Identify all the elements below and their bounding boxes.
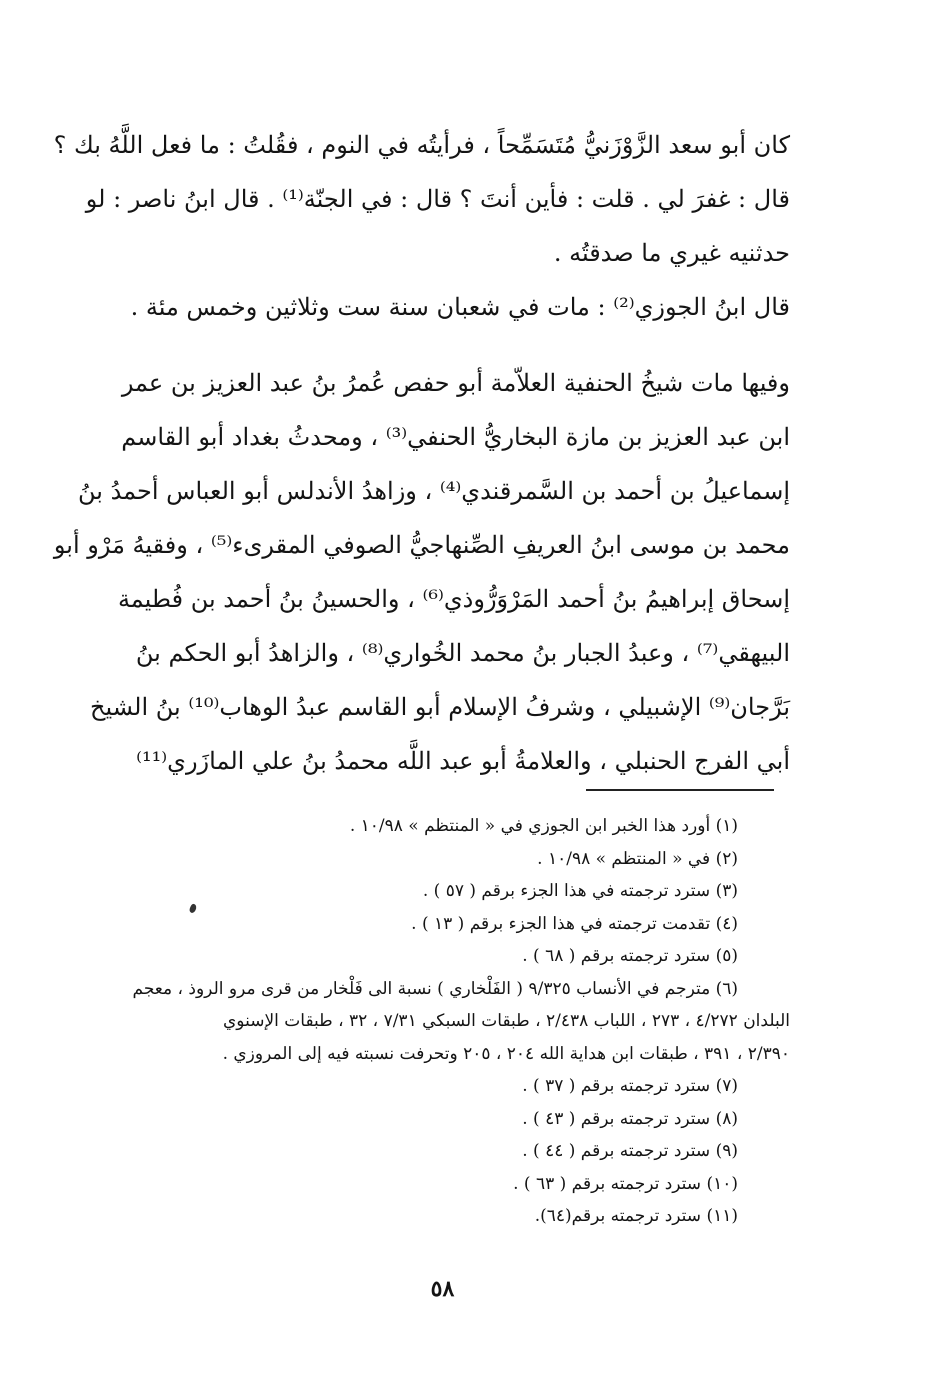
footnote-5	[150, 940, 790, 973]
text-line: حدثنيه غيري ما صدقتُه .	[553, 239, 790, 267]
footnote-text: (٤) تقدمت ترجمته في هذا الجزء برقم ( ١٣ ) .	[411, 913, 738, 934]
footnote-7	[150, 1070, 790, 1103]
footnote-1	[150, 810, 790, 843]
footnote-text: (١) أورد هذا الخبر ابن الجوزي في « المنتظم » ١٠/٩٨ .	[349, 816, 738, 836]
footnote-3	[150, 875, 790, 908]
text-line: البيهقي⁽⁷⁾ ، وعبدُ الجبار بنُ محمد الخُواري⁽⁸⁾ ، والزاهدُ أبو الحكم بنُ	[135, 639, 790, 667]
text-line: أبي الفرج الحنبلي ، والعلامةُ أبو عبد اللَّه محمدُ بنُ علي المازَري⁽¹¹⁾	[136, 747, 790, 775]
footnote-text: (٩) سترد ترجمته برقم ( ٤٤ ) .	[522, 1141, 738, 1161]
footnote-text: (١٠) سترد ترجمته برقم ( ٦٣ ) .	[513, 1173, 738, 1194]
text-line: قال : غفرَ لي . قلت : فأين أنتَ ؟ قال : في الجنّة⁽¹⁾ . قال ابنُ ناصر : لو	[85, 185, 790, 213]
text-line: كان أبو سعد الزَّوْزَنيُّ مُتَسَمِّحاً ، فرأيتُه في النوم ، فقُلتُ : ما فعل اللَّهُ بك ؟	[53, 131, 790, 159]
footnote-text: (٦) مترجم في الأنساب ٩/٣٢٥ ( الفَلْخاري ) نسبة الى فَلْخار من قرى مرو الروذ ، معجم	[132, 978, 738, 999]
footnote-text: ٢/٣٩٠ ، ٣٩١ ، طبقات ابن هداية الله ٢٠٤ ، ٢٠٥ وتحرفت نسبته فيه إلى المروزي .	[222, 1043, 790, 1064]
text-line: محمد بن موسى ابنُ العريفِ الصِّنهاجيُّ الصوفي المقرىء⁽⁵⁾ ، وفقيهُ مَرْو أبو	[53, 531, 790, 559]
footnote-2	[150, 843, 790, 876]
text-line: وفيها مات شيخُ الحنفية العلاّمة أبو حفص عُمرُ بنُ عبد العزيز بن عمر	[121, 369, 790, 397]
paragraph-deaths-list	[53, 356, 790, 788]
page-number: ٥٨	[430, 1276, 455, 1302]
footnote-text: (٢) في « المنتظم » ١٠/٩٨ .	[537, 848, 738, 869]
footnote-9	[150, 1135, 790, 1168]
text-line: قال ابنُ الجوزي⁽²⁾ : مات في شعبان سنة ست وثلاثين وخمس مئة .	[130, 293, 790, 321]
footnote-text: (٣) سترد ترجمته في هذا الجزء برقم ( ٥٧ ) .	[422, 881, 738, 901]
footnote-8	[150, 1103, 790, 1136]
main-text	[53, 118, 790, 788]
text-line: ابن عبد العزيز بن مازة البخاريُّ الحنفي⁽³⁾ ، ومحدثُ بغداد أبو القاسم	[121, 423, 790, 451]
footnote-text: (٧) سترد ترجمته برقم ( ٣٧ ) .	[522, 1076, 738, 1096]
text-line: إسماعيلُ بن أحمد بن السَّمرقندي⁽⁴⁾ ، وزاهدُ الأندلس أبو العباس أحمدُ بنُ	[78, 477, 790, 505]
footnote-text: البلدان ٤/٢٧٢ ، ٢٧٣ ، اللباب ٢/٤٣٨ ، طبقات السبكي ٧/٣١ ، ٣٢ ، طبقات الإسنوي	[222, 1011, 790, 1031]
footnote-11	[150, 1200, 790, 1233]
footnote-10	[150, 1168, 790, 1201]
footnote-separator	[586, 789, 774, 791]
footnote-6	[132, 973, 790, 1071]
footnote-text: (٨) سترد ترجمته برقم ( ٤٣ ) .	[522, 1108, 738, 1129]
footnote-4	[150, 908, 790, 941]
text-line: بَرَّجان⁽⁹⁾ الإشبيلي ، وشرفُ الإسلام أبو القاسم عبدُ الوهاب⁽¹⁰⁾ بنُ الشيخ	[90, 693, 790, 721]
footnote-text: (١١) سترد ترجمته برقم(٦٤).	[534, 1206, 738, 1226]
paragraph-death-date	[130, 280, 790, 334]
footnote-text: (٥) سترد ترجمته برقم ( ٦٨ ) .	[522, 946, 738, 966]
text-line: إسحاق إبراهيمُ بنُ أحمد المَرْوَرُّوذي⁽⁶⁾ ، والحسينُ بنُ أحمد بن فُطيمة	[117, 585, 790, 613]
footnotes	[132, 810, 790, 1233]
paragraph-dream-account	[53, 118, 790, 280]
